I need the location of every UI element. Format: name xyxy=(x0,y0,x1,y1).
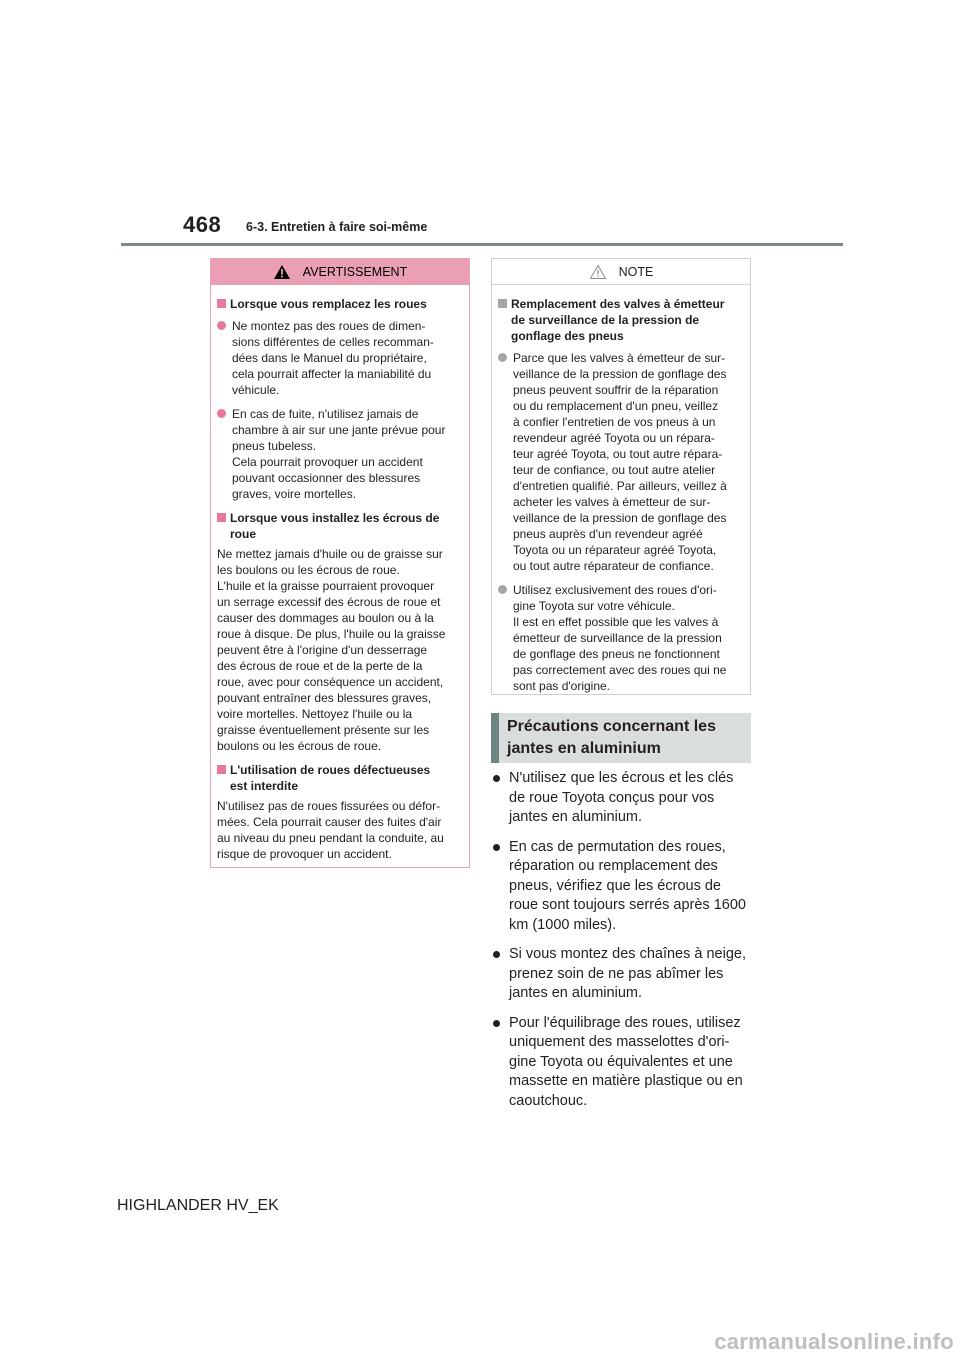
round-bullet-icon xyxy=(217,409,226,418)
warning-bullet: En cas de fuite, n'utilisez jamais de chambre à air sur une jante prévue pour pneus tubeless. Cela pourrait provoquer un accident pouvant occasionner des blessures graves, voire mortelles. xyxy=(217,406,461,502)
note-triangle-icon xyxy=(589,264,607,280)
warning-heading-wheel-replace: Lorsque vous remplacez les roues xyxy=(217,296,461,312)
warning-bullet: Ne montez pas des roues de dimen- sions différentes de celles recomman- dées dans le Manuel du propriétaire, cela pourrait affecter la maniabilité du véhicule. xyxy=(217,318,461,398)
bullet-dot-icon xyxy=(493,1020,500,1027)
warning-box-title: AVERTISSEMENT xyxy=(302,265,408,279)
warning-box-header xyxy=(211,259,469,285)
bullet-dot-icon xyxy=(493,844,500,851)
warning-triangle-icon xyxy=(273,264,291,280)
round-bullet-icon xyxy=(498,353,507,362)
watermark: carmanualsonline.info xyxy=(714,1329,954,1354)
note-box-title: NOTE xyxy=(618,264,654,279)
note-heading-valve-replace: Remplacement des valves à émetteur de surveillance de la pression de gonflage des pneus xyxy=(498,296,742,344)
bullet-dot-icon xyxy=(493,775,500,782)
warning-heading-defective-wheels: L'utilisation de roues défectueuses est interdite xyxy=(217,762,461,794)
warning-paragraph: N'utilisez pas de roues fissurées ou défor- mées. Cela pourrait causer des fuites d'air au niveau du pneu pendant la conduite, au risque de provoquer un accident. xyxy=(217,799,444,861)
precautions-list xyxy=(491,769,753,1121)
list-item: Si vous montez des chaînes à neige, prenez soin de ne pas abîmer les jantes en aluminium. xyxy=(491,945,753,1004)
bullet-dot-icon xyxy=(493,951,500,958)
round-bullet-icon xyxy=(498,585,507,594)
note-box-body xyxy=(492,285,750,708)
square-bullet-icon xyxy=(217,299,226,308)
square-bullet-icon xyxy=(498,299,507,308)
warning-box xyxy=(210,258,470,868)
warning-box-body xyxy=(211,285,469,876)
list-item: Pour l'équilibrage des roues, utilisez uniquement des masselottes d'ori- gine Toyota ou équivalentes et une massette en matière plastique ou en caoutchouc. xyxy=(491,1014,753,1112)
note-box-header xyxy=(492,259,750,285)
section-title: 6-3. Entretien à faire soi-même xyxy=(246,220,428,234)
list-item: N'utilisez que les écrous et les clés de roue Toyota conçus pour vos jantes en aluminium. xyxy=(491,769,753,828)
note-bullet: Utilisez exclusivement des roues d'ori- gine Toyota sur votre véhicule. Il est en effet possible que les valves à émetteur de surveillance de la pression de gonflage des pneus ne fonctionnent pas correctement avec des roues qui ne sont pas d'origine. xyxy=(498,582,742,694)
page-number: 468 xyxy=(183,212,222,237)
warning-heading-nut-install: Lorsque vous installez les écrous de roue xyxy=(217,510,461,542)
square-bullet-icon xyxy=(217,765,226,774)
precautions-heading: Précautions concernant les jantes en aluminium xyxy=(491,713,751,763)
warning-paragraph: Ne mettez jamais d'huile ou de graisse sur les boulons ou les écrous de roue. L'huile et la graisse pourraient provoquer un serrage excessif des écrous de roue et causer des dommages au boulon ou à la roue à disque. De plus, l'huile ou la graisse peuvent être à l'origine d'un desserrage des écrous de roue et de la perte de la roue, avec pour conséquence un accident, pouvant entraîner des blessures graves, voire mortelles. Nettoyez l'huile ou la graisse éventuellement présente sur les boulons ou les écrous de roue. xyxy=(217,547,446,753)
round-bullet-icon xyxy=(217,321,226,330)
footer-model-name: HIGHLANDER HV_EK xyxy=(117,1197,279,1214)
note-box xyxy=(491,258,751,695)
square-bullet-icon xyxy=(217,513,226,522)
note-bullet: Parce que les valves à émetteur de sur- veillance de la pression de gonflage des pneus peuvent souffrir de la réparation ou du remplacement d'un pneu, veillez à confier l'entretien de vos pneus à un revendeur agréé Toyota ou un répara- teur agréé Toyota, ou tout autre répara- teur de confiance, ou tout autre atelier d'entretien qualifié. Par ailleurs, veillez à acheter les valves à émetteur de sur- veillance de la pression de gonflage des pneus auprès d'un revendeur agréé Toyota ou un réparateur agréé Toyota, ou tout autre réparateur de confiance. xyxy=(498,350,742,574)
list-item: En cas de permutation des roues, réparation ou remplacement des pneus, vérifiez que les écrous de roue sont toujours serrés après 1600 km (1000 miles). xyxy=(491,838,753,936)
header-divider xyxy=(121,243,843,246)
